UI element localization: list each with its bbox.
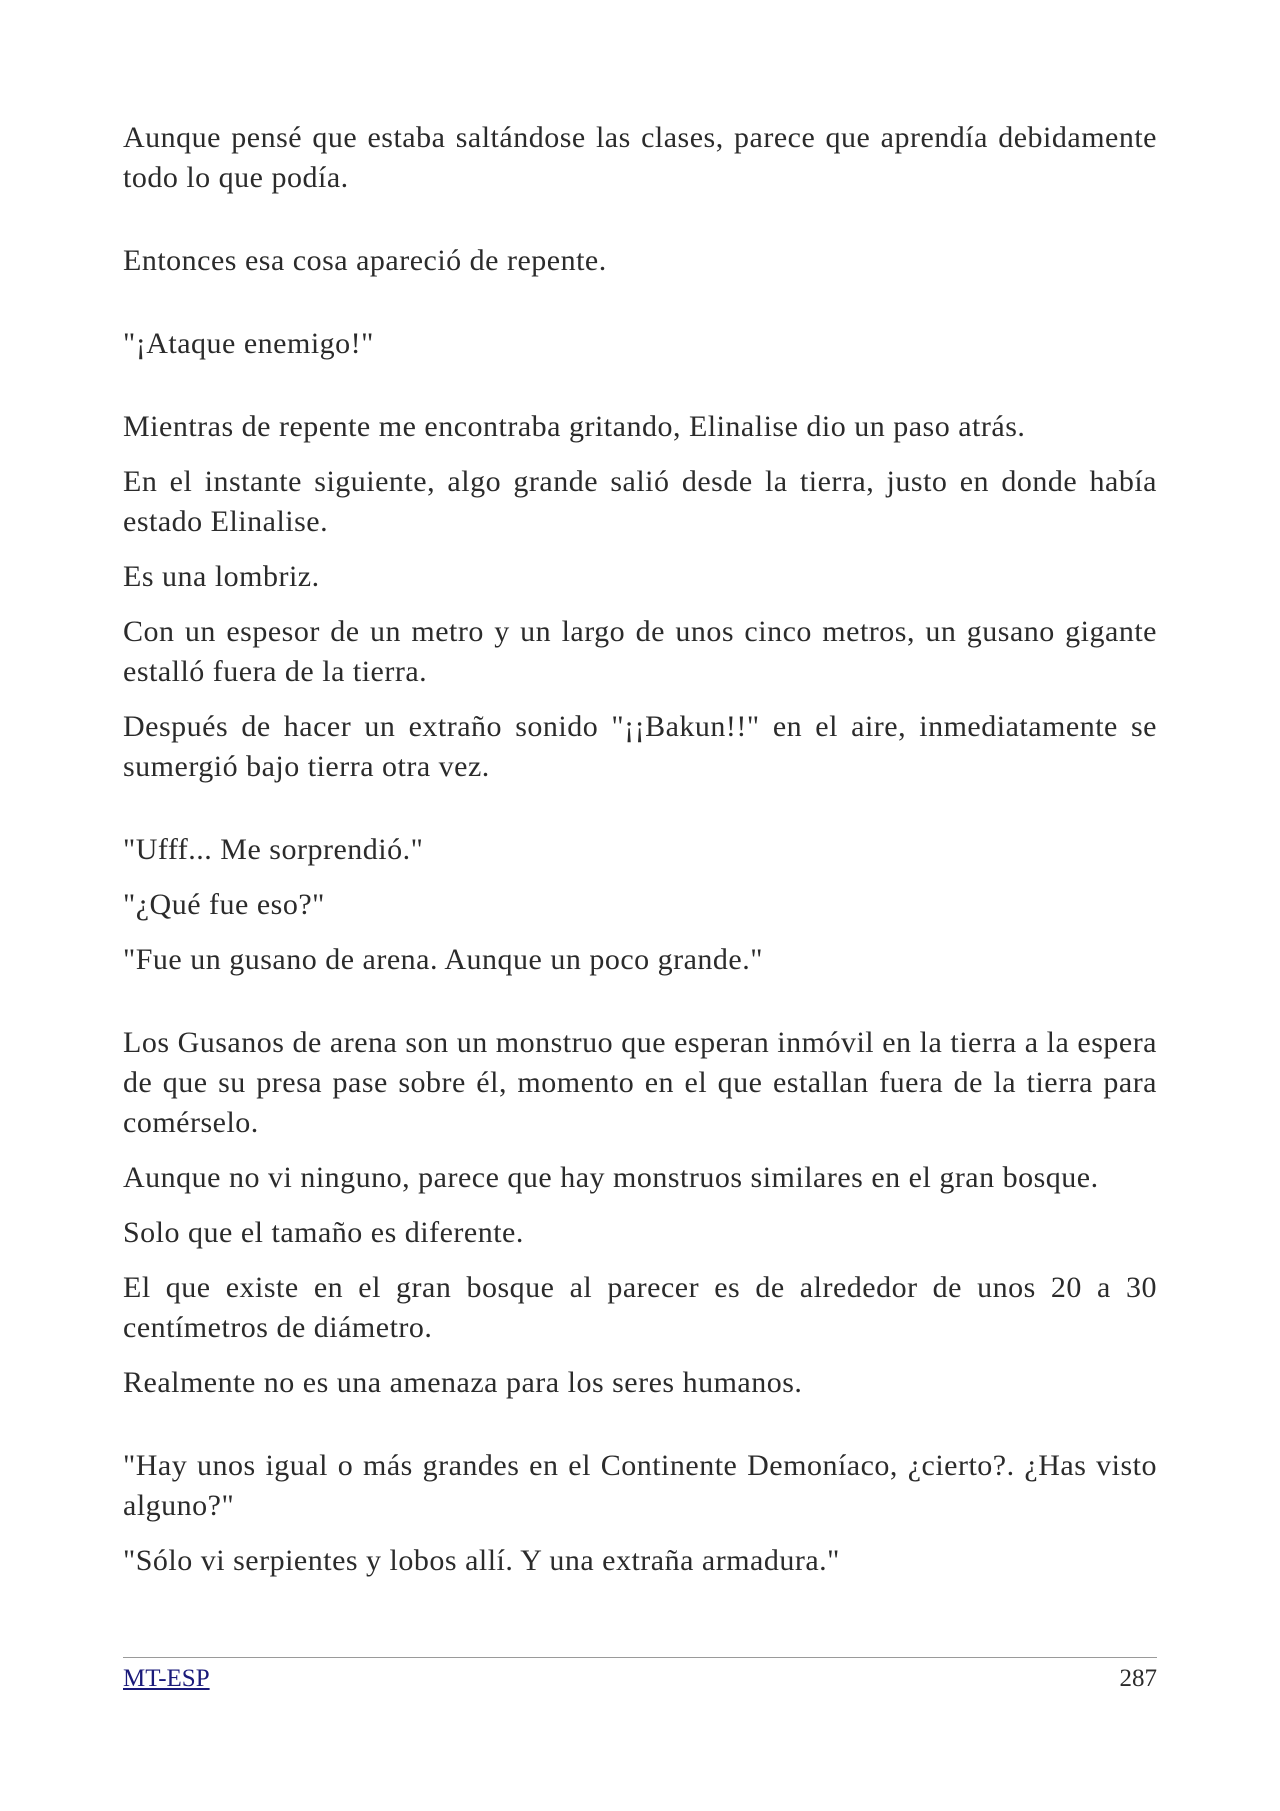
paragraph-9: "Ufff... Me sorprendió."	[123, 833, 424, 866]
paragraph-15: El que existe en el gran bosque al parecer es de alrededor de unos 20 a 30 centímetros de diámetro.	[123, 1271, 1157, 1344]
page-footer	[123, 1657, 1157, 1694]
page-body	[123, 118, 1157, 1581]
section-gap	[123, 787, 1157, 830]
page-number: 287	[1119, 1665, 1157, 1692]
paragraph-10: "¿Qué fue eso?"	[123, 888, 325, 921]
paragraph-gap	[123, 870, 1157, 885]
section-gap	[123, 281, 1157, 324]
paragraph-17: "Hay unos igual o más grandes en el Continente Demoníaco, ¿cierto?. ¿Has visto alguno?"	[123, 1449, 1157, 1522]
paragraph-gap	[123, 542, 1157, 557]
paragraph-13: Aunque no vi ninguno, parece que hay monstruos similares en el gran bosque.	[123, 1161, 1099, 1194]
paragraph-gap	[123, 1143, 1157, 1158]
paragraph-6: Es una lombriz.	[123, 560, 320, 593]
section-gap	[123, 198, 1157, 241]
paragraph-11: "Fue un gusano de arena. Aunque un poco grande."	[123, 943, 763, 976]
paragraph-16: Realmente no es una amenaza para los seres humanos.	[123, 1366, 803, 1399]
paragraph-18: "Sólo vi serpientes y lobos allí. Y una extraña armadura."	[123, 1544, 840, 1577]
paragraph-gap	[123, 597, 1157, 612]
section-gap	[123, 364, 1157, 407]
paragraph-1: Aunque pensé que estaba saltándose las clases, parece que aprendía debidamente todo lo que podía.	[123, 121, 1157, 194]
paragraph-gap	[123, 1526, 1157, 1541]
paragraph-gap	[123, 692, 1157, 707]
paragraph-gap	[123, 1198, 1157, 1213]
paragraph-8: Después de hacer un extraño sonido "¡¡Bakun!!" en el aire, inmediatamente se sumergió bajo tierra otra vez.	[123, 710, 1157, 783]
paragraph-12: Los Gusanos de arena son un monstruo que esperan inmóvil en la tierra a la espera de que su presa pase sobre él, momento en el que estallan fuera de la tierra para comérselo.	[123, 1026, 1157, 1139]
paragraph-14: Solo que el tamaño es diferente.	[123, 1216, 524, 1249]
paragraph-2: Entonces esa cosa apareció de repente.	[123, 244, 607, 277]
section-gap	[123, 1403, 1157, 1446]
paragraph-gap	[123, 1253, 1157, 1268]
paragraph-gap	[123, 447, 1157, 462]
paragraph-4: Mientras de repente me encontraba gritando, Elinalise dio un paso atrás.	[123, 410, 1026, 443]
section-gap	[123, 980, 1157, 1023]
paragraph-gap	[123, 925, 1157, 940]
paragraph-7: Con un espesor de un metro y un largo de unos cinco metros, un gusano gigante estalló fuera de la tierra.	[123, 615, 1157, 688]
paragraph-gap	[123, 1348, 1157, 1363]
footer-link[interactable]: MT-ESP	[123, 1665, 210, 1692]
paragraph-5: En el instante siguiente, algo grande salió desde la tierra, justo en donde había estado Elinalise.	[123, 465, 1157, 538]
paragraph-3: "¡Ataque enemigo!"	[123, 327, 374, 360]
